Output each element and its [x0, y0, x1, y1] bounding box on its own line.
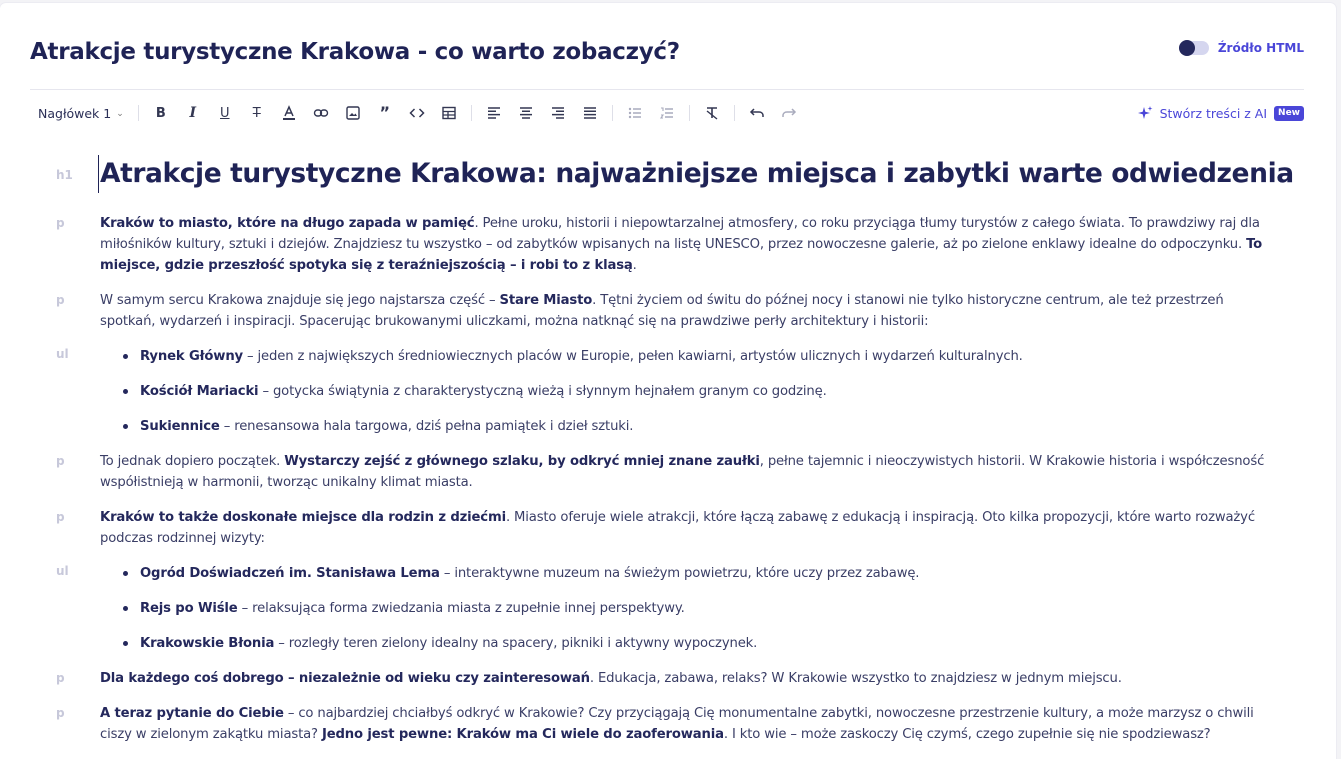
heading-1[interactable]: Atrakcje turystyczne Krakowa: najważniejsze miejsca i zabytki warte odwiedzenia [98, 155, 1280, 193]
block-type-select[interactable] [30, 99, 132, 127]
text-run: W samym sercu Krakowa znajduje się jego najstarsza część – [100, 293, 500, 308]
bold-text: A teraz pytanie do Ciebie [100, 706, 284, 721]
bold-button[interactable] [145, 99, 177, 127]
list-item[interactable] [140, 563, 919, 598]
bold-text: Kraków to miasto, które na długo zapada w pamięć [100, 216, 475, 231]
header-divider [30, 89, 1304, 90]
block-paragraph[interactable] [0, 451, 1336, 493]
new-badge: New [1274, 106, 1304, 121]
align-left-button[interactable] [478, 99, 510, 127]
bullet-list[interactable] [100, 346, 1023, 451]
underline-icon: U [220, 105, 230, 121]
quote-icon: ” [379, 103, 391, 122]
link-icon [313, 105, 329, 121]
list-item[interactable] [140, 416, 1023, 451]
bold-text: Rynek Główny [140, 349, 243, 364]
bold-text: To miejsce, gdzie przeszłość spotyka się z teraźniejszością – i robi to z klasą [100, 237, 1263, 273]
block-tag: p [56, 671, 65, 685]
paragraph[interactable] [100, 213, 1280, 276]
align-justify-button[interactable] [574, 99, 606, 127]
toolbar-separator [138, 105, 139, 121]
block-tag: p [56, 510, 65, 524]
text-run: – interaktywne muzeum na świeżym powietrzu, które uczy przez zabawę. [439, 566, 920, 581]
list-item[interactable] [140, 381, 1023, 416]
block-list[interactable] [0, 563, 975, 668]
block-tag: h1 [56, 168, 73, 182]
align-center-button[interactable] [510, 99, 542, 127]
bullet-list-icon [627, 105, 643, 121]
block-paragraph[interactable] [0, 668, 1178, 689]
block-tag: p [56, 454, 65, 468]
text-run: To jednak dopiero początek. [100, 454, 285, 469]
clear-format-icon [704, 105, 720, 121]
formatting-toolbar [30, 99, 1304, 127]
bold-text: Wystarczy zejść z głównego szlaku, by odkryć mniej znane zaułki [284, 454, 760, 469]
text-run: – gotycka świątynia z charakterystyczną wieżą i słynnym hejnałem granym co godzinę. [258, 384, 827, 399]
block-paragraph[interactable] [0, 213, 1336, 276]
block-tag: p [56, 706, 65, 720]
block-tag: p [56, 293, 65, 307]
block-list[interactable] [0, 346, 1079, 451]
link-button[interactable] [305, 99, 337, 127]
text-run: . Pełne uroku, historii i niepowtarzalnej atmosfery, co roku przyciąga tłumy turystów z całego świata. To prawdziwy raj dla miłośników kultury, sztuki i dziejów. Znajdziesz tu wszystko – od zabytków wpisanych na listę UNESCO, przez nowoczesne galerie, aż po zielone enklawy idealne do odpoczynku. [100, 216, 1260, 252]
text-run: – co najbardziej chciałbyś odkryć w Krakowie? Czy przyciągają Cię monumentalne zabytki, nowoczesne przestrzenie kultury, a może marzysz o chwili ciszy w zielonym zakątku miasta? [100, 706, 1254, 742]
toggle-switch[interactable] [1179, 41, 1209, 55]
bold-text: Kościół Mariacki [140, 384, 259, 399]
bold-text: Rejs po Wiśle [140, 601, 238, 616]
bold-text: Kraków to także doskonałe miejsce dla rodzin z dziećmi [100, 510, 506, 525]
block-tag: p [56, 216, 65, 230]
bold-text: Dla każdego coś dobrego – niezależnie od wieku czy zainteresowań [100, 671, 590, 686]
undo-button[interactable] [741, 99, 773, 127]
table-button[interactable] [433, 99, 465, 127]
chevron-down-icon: ⌄ [116, 108, 124, 119]
quote-button[interactable] [369, 99, 401, 127]
align-justify-icon [582, 105, 598, 121]
ai-generate-button[interactable] [1137, 105, 1304, 121]
paragraph[interactable] [100, 451, 1280, 493]
block-h1[interactable] [0, 155, 1336, 193]
redo-icon [781, 105, 797, 121]
text-run: . Tętni życiem od świtu do późnej nocy i stanowi nie tylko historyczne centrum, ale też przestrzeń spotkań, wydarzeń i inspiracji. Spacerując brukowanymi uliczkami, można natknąć się na prawdziwe perły architektury i historii: [100, 293, 1224, 329]
ordered-list-button[interactable] [651, 99, 683, 127]
image-button[interactable] [337, 99, 369, 127]
text-run: . [632, 258, 637, 273]
code-button[interactable] [401, 99, 433, 127]
paragraph[interactable] [100, 290, 1280, 332]
html-source-label[interactable]: Źródło HTML [1217, 41, 1304, 55]
paragraph[interactable] [100, 668, 1122, 689]
text-run: – renesansowa hala targowa, dziś pełna pamiątek i dzieł sztuki. [219, 419, 634, 434]
list-item[interactable] [140, 598, 919, 633]
bold-icon: B [155, 105, 166, 121]
italic-button[interactable] [177, 99, 209, 127]
list-item[interactable] [140, 346, 1023, 381]
bold-text: Stare Miasto [499, 293, 593, 308]
editor-card [0, 3, 1336, 759]
editor-content[interactable] [0, 143, 1336, 759]
code-icon [409, 105, 425, 121]
text-run: . I kto wie – może zaskoczy Cię czymś, czego zupełnie się nie spodziewasz? [723, 727, 1211, 742]
bullet-list-button[interactable] [619, 99, 651, 127]
html-source-toggle[interactable] [1179, 41, 1304, 55]
strikethrough-icon: T [252, 105, 261, 121]
text-run: . Edukacja, zabawa, relaks? W Krakowie wszystko to znajdziesz w jednym miejscu. [589, 671, 1122, 686]
bold-text: Jedno jest pewne: Kraków ma Ci wiele do zaoferowania [321, 727, 724, 742]
block-type-value: Nagłówek 1 [38, 105, 112, 121]
editor-header [30, 39, 1304, 73]
block-tag: ul [56, 347, 69, 361]
ordered-list-icon [659, 105, 675, 121]
ai-generate-label: Stwórz treści z AI [1159, 105, 1268, 121]
undo-icon [749, 105, 765, 121]
italic-icon: I [189, 105, 197, 121]
toolbar-separator [471, 105, 472, 121]
paragraph[interactable] [100, 703, 1280, 745]
align-left-icon [486, 105, 502, 121]
bold-text: Ogród Doświadczeń im. Stanisława Lema [140, 566, 440, 581]
bold-text: Sukiennice [140, 419, 220, 434]
text-color-icon [281, 105, 297, 121]
align-center-icon [518, 105, 534, 121]
align-right-button[interactable] [542, 99, 574, 127]
page-title: Atrakcje turystyczne Krakowa - co warto zobaczyć? [30, 39, 680, 65]
text-color-button[interactable] [273, 99, 305, 127]
bold-text: Krakowskie Błonia [140, 636, 275, 651]
table-icon [441, 105, 457, 121]
align-right-icon [550, 105, 566, 121]
block-paragraph[interactable] [0, 290, 1336, 332]
block-paragraph[interactable] [0, 507, 1336, 549]
sparkle-icon [1137, 105, 1153, 121]
block-tag: ul [56, 564, 69, 578]
text-run: – jeden z największych średniowiecznych placów w Europie, pełen kawiarni, artystów ulicznych i wydarzeń kulturalnych. [243, 349, 1023, 364]
redo-button[interactable] [773, 99, 805, 127]
text-run: – relaksująca forma zwiedzania miasta z zupełnie innej perspektywy. [237, 601, 685, 616]
bullet-list[interactable] [100, 563, 919, 668]
text-run: , pełne tajemnic i nieoczywistych historii. W Krakowie historia i współczesność współistnieją w harmonii, tworząc unikalny klimat miasta. [100, 454, 1265, 490]
strikethrough-button[interactable] [241, 99, 273, 127]
toolbar-separator [734, 105, 735, 121]
text-run: – rozległy teren zielony idealny na spacery, pikniki i aktywny wypoczynek. [274, 636, 758, 651]
underline-button[interactable] [209, 99, 241, 127]
block-paragraph[interactable] [0, 703, 1336, 745]
toolbar-separator [689, 105, 690, 121]
toggle-knob [1179, 40, 1195, 56]
toolbar-separator [612, 105, 613, 121]
text-run: . Miasto oferuje wiele atrakcji, które łączą zabawę z edukacją i inspiracją. Oto kilka propozycji, które warto rozważyć podczas rodzinnej wizyty: [100, 510, 1255, 546]
image-icon [345, 105, 361, 121]
paragraph[interactable] [100, 507, 1280, 549]
list-item[interactable] [140, 633, 919, 668]
clear-format-button[interactable] [696, 99, 728, 127]
